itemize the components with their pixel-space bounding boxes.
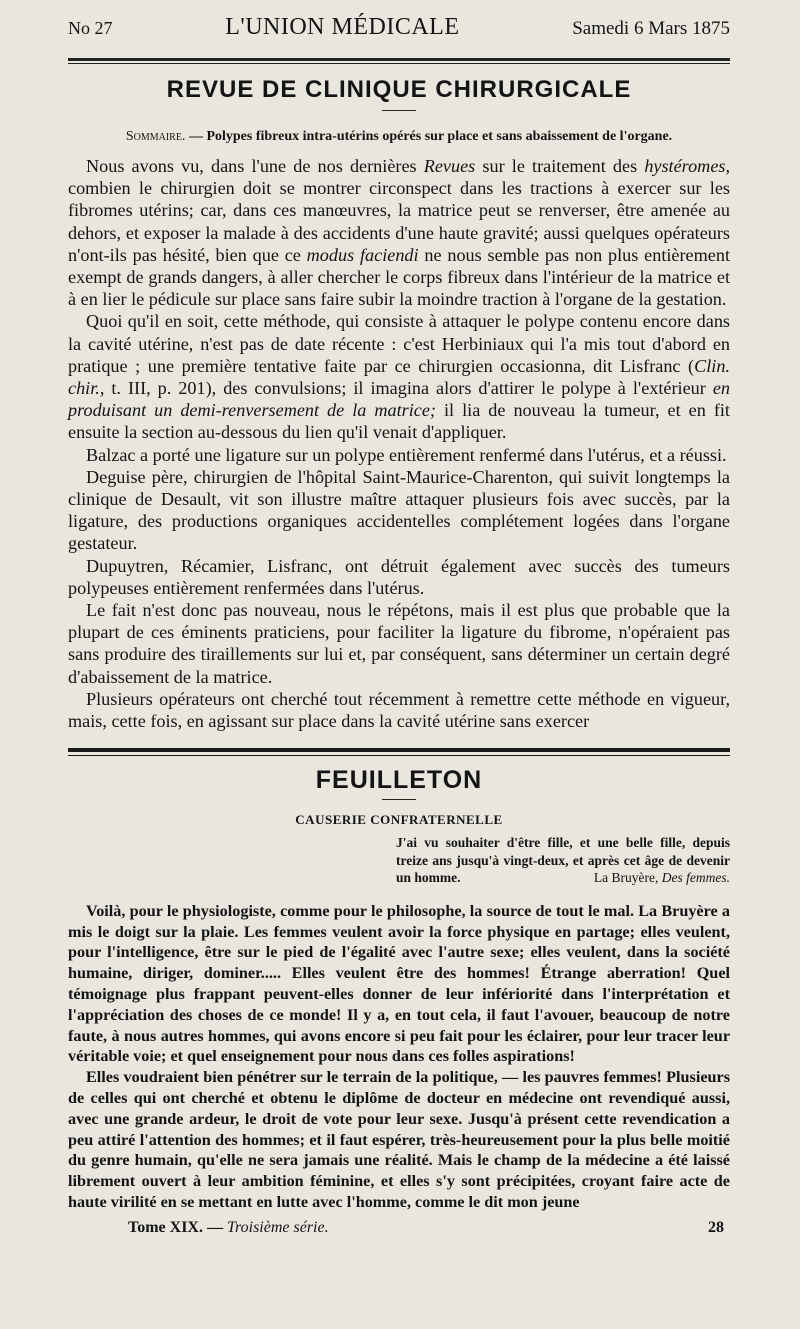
article-paragraph (68, 444, 730, 466)
feuilleton-rule (68, 748, 730, 756)
italic-text: en produisant un demi-renversement de la matrice; (68, 378, 730, 421)
paragraph-text: , t. III, p. 201), des convulsions; il imagina alors d'attirer le polype à l'extérieur (99, 378, 713, 399)
epigraph (396, 834, 730, 887)
italic-text: Clin. chir. (68, 355, 730, 399)
feuilleton-body (68, 901, 730, 1213)
page-number: 28 (708, 1218, 724, 1236)
paragraph-text: , combien le chirurgien doit se montrer circonspect dans les tractions à exercer sur les fibromes utérins; car, dans ces manœuvres, la matrice peut se renverser, être amenée au dehors, et exposer la malade à des accidents d'une haute gravité; aussi quelques opérateurs n'ont-ils pas hésité, bien que ce (68, 156, 731, 265)
article-paragraph (68, 688, 730, 732)
section-title: REVUE DE CLINIQUE CHIRURGICALE (166, 76, 632, 103)
running-head (68, 14, 730, 58)
header-rule (68, 58, 730, 64)
article-paragraph (68, 310, 730, 443)
article-paragraph (68, 466, 730, 555)
epigraph-author: La Bruyère, (593, 870, 659, 886)
feuilleton-paragraph: Elles voudraient bien pénétrer sur le terrain de la politique, — les pauvres femmes! Plusieurs de celles qui ont cherché et obtenu le diplôme de docteur en médecine ont revendiqué aussi, avec une grande ardeur, le droit de vote pour leur sexe. Jusqu'à présent cette revendication a peu attiré l'attention des hommes; et il faut espérer, très-heureusement pour la plus belle moitié du genre humain, qu'elle ne sera jamais une réalité. Mais le champ de la médecine a été laissé librement ouvert à leur ambition féminine, et elles s'y sont précipitées, croyant faire acte de haute virilité en se mettant en lutte avec l'homme, comme le dit mon jeune (68, 1068, 730, 1211)
page-footer (128, 1219, 724, 1237)
issue-date: Samedi 6 Mars 1875 (572, 18, 730, 39)
series-label: Troisième série. (226, 1218, 329, 1236)
sommaire-text: — Polypes fibreux intra-utérins opérés sur place et sans abaissement de l'organe. (185, 129, 673, 144)
epigraph-work: Des femmes. (661, 870, 730, 886)
paragraph-text: Nous avons vu, dans l'une de nos dernières (86, 156, 424, 176)
feuilleton-title: FEUILLETON (315, 766, 483, 795)
volume-info (128, 1219, 329, 1237)
article-paragraph (68, 599, 730, 688)
italic-text: Revues (423, 156, 476, 176)
paragraph-text: sur le traitement des (475, 156, 645, 176)
paragraph-text: Plusieurs opérateurs ont cherché tout récemment à remettre cette méthode en vigueur, mais, cette fois, en agissant sur place dans la cavité utérine sans exercer (68, 688, 730, 732)
article-body (68, 155, 730, 732)
sommaire-label: Sommaire. (125, 129, 186, 144)
title-rule (382, 110, 416, 111)
paragraph-text: ne nous semble pas non plus entièrement exempt de grands dangers, à aller chercher le corps fibreux dans l'intérieur de la matrice et à en lier le pédicule sur place sans faire subir la moindre traction à l'organe de la gestation. (68, 244, 730, 310)
sommaire (68, 129, 730, 145)
causerie-title: CAUSERIE CONFRATERNELLE (295, 812, 503, 828)
paragraph-text: Deguise père, chirurgien de l'hôpital Saint-Maurice-Charenton, qui suivit longtemps la clinique de Desault, vit son illustre maître attaquer plusieurs fois avec succès, par la ligature, des productions organiques accidentelles complétement logées dans l'organe gestateur. (68, 466, 730, 554)
issue-number: No 27 (68, 18, 113, 38)
paragraph-text: il lia de nouveau la tumeur, et en fit ensuite la section au-dessous du lien qu'il venait d'appliquer. (68, 400, 730, 443)
journal-title: L'UNION MÉDICALE (225, 14, 460, 40)
paragraph-text: Balzac a porté une ligature sur un polype entièrement renfermé dans l'utérus, et a réussi. (86, 444, 727, 465)
epigraph-attribution (594, 869, 730, 887)
italic-text: modus faciendi (306, 244, 419, 265)
article-paragraph (68, 155, 730, 310)
epigraph-text: J'ai vu souhaiter d'être fille, et une belle fille, depuis treize ans jusqu'à vingt-deux, et après cet âge de devenir un homme. (396, 835, 730, 886)
tome-label: Tome XIX. — (128, 1218, 223, 1236)
feuilleton-title-rule (382, 799, 416, 800)
paragraph-text: Dupuytren, Récamier, Lisfranc, ont détruit également avec succès des tumeurs polypeuses entièrement renfermées dans l'utérus. (68, 555, 730, 598)
paragraph-text: Quoi qu'il en soit, cette méthode, qui consiste à attaquer le polype contenu encore dans la cavité utérine, n'est pas de date récente : c'est Herbiniaux qui l'a mis tout d'abord en pratique ; une première tentative faite par ce chirurgien occasionna, dit Lisfranc ( (68, 311, 730, 376)
feuilleton-paragraph: Voilà, pour le physiologiste, comme pour le philosophe, la source de tout le mal. La Bruyère a mis le doigt sur la plaie. Les femmes veulent avoir la force physique en partage; elles veulent, pour l'intelligence, être sur le pied de l'égalité avec l'autre sexe; elles veulent, dans la société humaine, diriger, dominer..... Elles veulent être des hommes! Étrange aberration! Quel témoignage plus frappant peuvent-elles donner de leur infériorité dans l'interprétation et l'appréciation des choses de ce monde! Il y a, en tout cela, il faut l'avouer, beaucoup de notre faute, à nous autres hommes, qui avons encore si peu fait pour les éclairer, pour leur tracer leur véritable voie; et quel enseignement pour nous dans ces folles aspirations! (68, 901, 730, 1066)
article-paragraph (68, 555, 730, 599)
paragraph-text: Le fait n'est donc pas nouveau, nous le répétons, mais il est plus que probable que la plupart de ces éminents praticiens, pour faciliter la ligature du fibrome, n'opéraient pas sans produire des tiraillements sur lui et, par conséquent, sans déterminer un certain degré d'abaissement de la matrice. (68, 600, 730, 687)
italic-text: hystéromes (644, 156, 726, 176)
